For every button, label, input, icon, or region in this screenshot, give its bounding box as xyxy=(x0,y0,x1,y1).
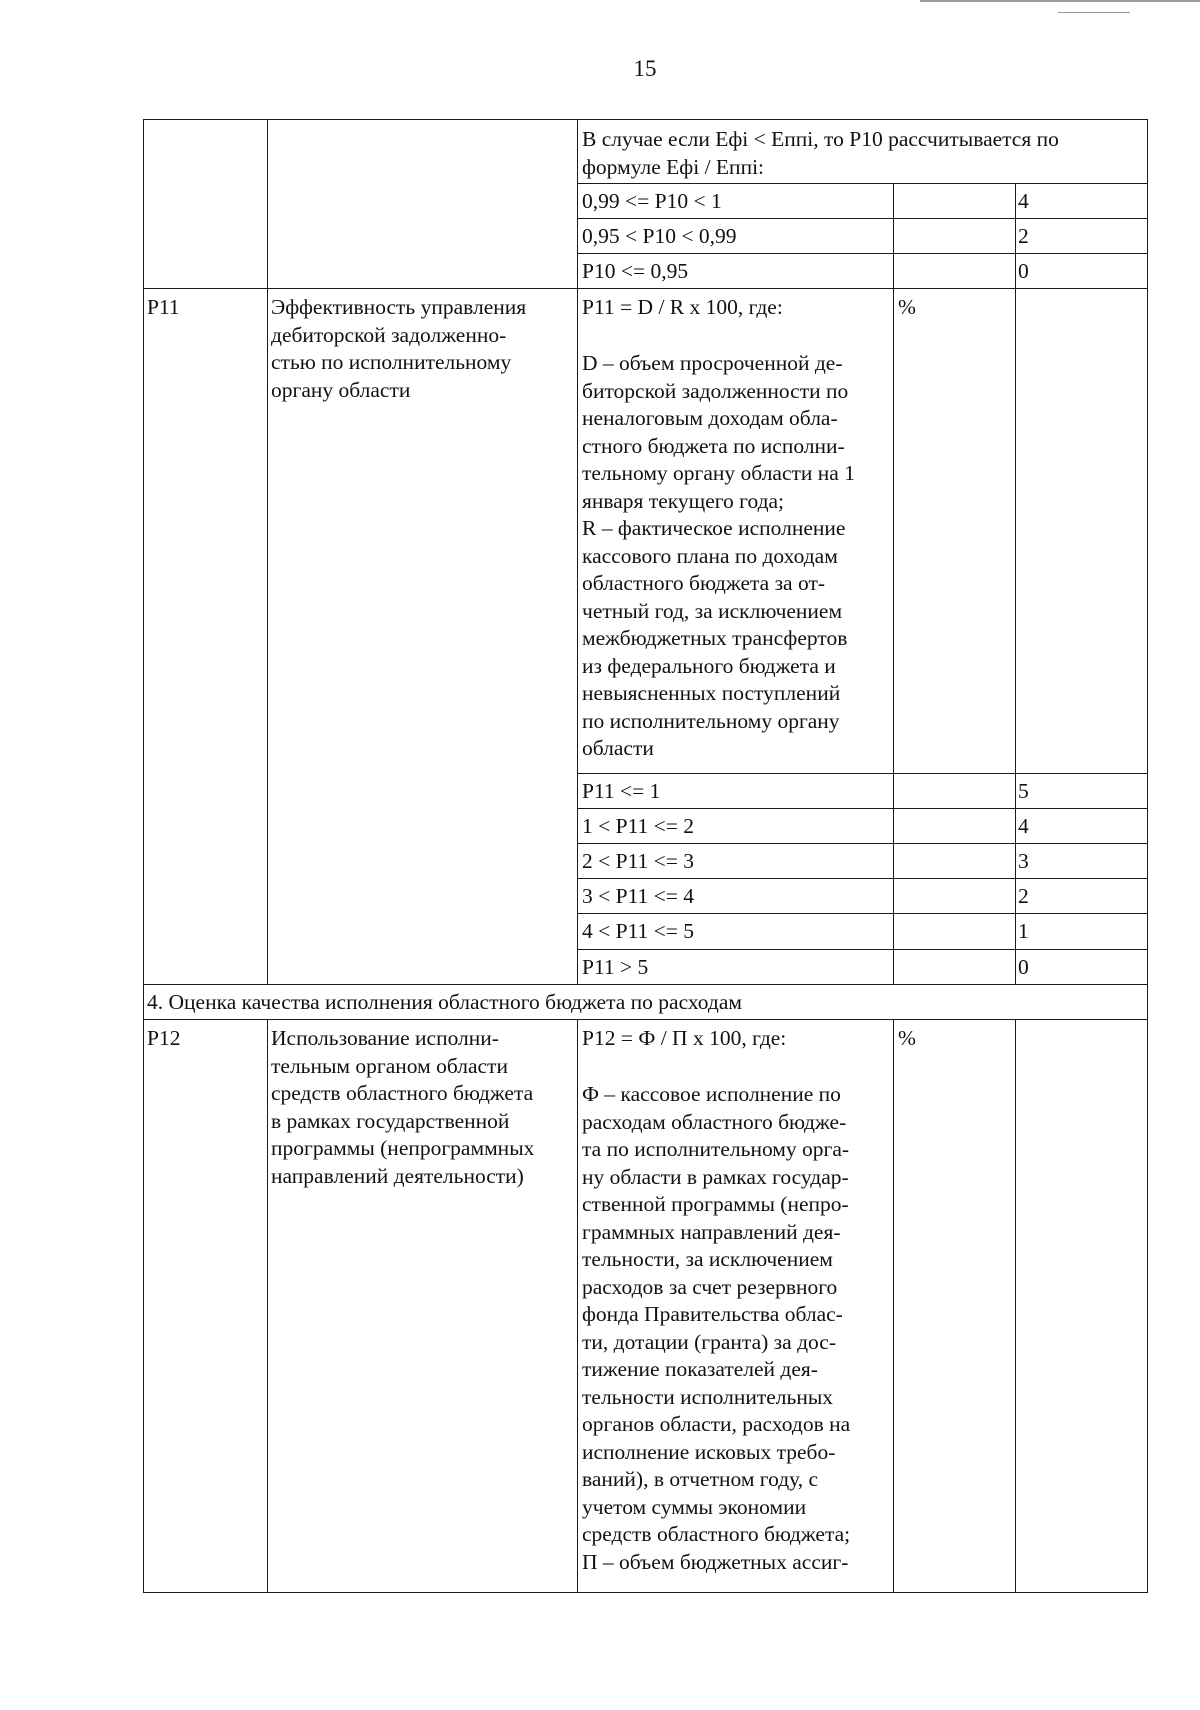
p11-code: Р11 xyxy=(147,295,180,319)
table-rule xyxy=(577,119,578,984)
table-rule xyxy=(267,1019,268,1592)
p11-name: Эффективность управления дебиторской задолженно- стью по исполнительному органу области xyxy=(271,295,527,402)
table-rule xyxy=(577,808,1148,809)
p11-condition: Р11 <= 1 xyxy=(582,779,661,803)
table-rule xyxy=(143,984,1148,985)
table-rule xyxy=(577,253,1148,254)
p12-description: Ф – кассовое исполнение по расходам областного бюдже- та по исполнительному орга- ну области в рамках государ- ственной программы (непро- граммных направлений дея- тельности, за исключением расходов за счет резервного фонда Правительства облас- ти, дотации (гранта) за дос- тижение показателей дея- тельности исполнительных органов области, расходов на исполнение исковых требо- ваний), в отчетном году, с учетом суммы экономии средств областного бюджета; П – объем бюджетных ассиг- xyxy=(582,1082,851,1574)
table-rule xyxy=(893,1019,894,1592)
p10-condition: 0,99 <= Р10 < 1 xyxy=(582,189,722,213)
p12-formula: Р12 = Ф / П x 100, где: xyxy=(582,1026,787,1050)
table-rule xyxy=(577,183,1148,184)
p10-score: 2 xyxy=(1018,224,1029,248)
section-4-title: 4. Оценка качества исполнения областного бюджета по расходам xyxy=(147,990,743,1014)
table-rule xyxy=(577,949,1148,950)
table-rule xyxy=(577,1019,578,1592)
p11-score: 2 xyxy=(1018,884,1029,908)
p10-condition: Р10 <= 0,95 xyxy=(582,259,689,283)
table-rule xyxy=(577,878,1148,879)
table-rule xyxy=(267,119,268,984)
scan-mark-top-right-dash xyxy=(1058,12,1130,13)
p11-condition: Р11 > 5 xyxy=(582,955,649,979)
p10-score: 4 xyxy=(1018,189,1029,213)
p11-formula: Р11 = D / R x 100, где: xyxy=(582,295,783,319)
p11-score: 3 xyxy=(1018,849,1029,873)
p11-score: 5 xyxy=(1018,779,1029,803)
p12-code: Р12 xyxy=(147,1026,181,1050)
p10-score: 0 xyxy=(1018,259,1029,283)
scan-mark-top-right xyxy=(920,0,1200,2)
p10-condition: 0,95 < Р10 < 0,99 xyxy=(582,224,737,248)
table-rule xyxy=(143,1019,1148,1020)
table-rule xyxy=(893,183,894,984)
page-number: 15 xyxy=(633,56,657,81)
p12-unit: % xyxy=(898,1026,916,1050)
p11-condition: 2 < Р11 <= 3 xyxy=(582,849,695,873)
p11-condition: 4 < Р11 <= 5 xyxy=(582,919,695,943)
p12-name: Использование исполни- тельным органом области средств областного бюджета в рамках государственной программы (непрограммных направлений деятельности) xyxy=(271,1026,535,1188)
table-rule xyxy=(577,218,1148,219)
p11-score: 0 xyxy=(1018,955,1029,979)
table-rule-top xyxy=(143,119,1148,120)
table-rule xyxy=(143,288,1148,289)
p11-condition: 1 < Р11 <= 2 xyxy=(582,814,695,838)
p11-condition: 3 < Р11 <= 4 xyxy=(582,884,695,908)
table-rule xyxy=(577,843,1148,844)
table-rule xyxy=(577,773,1148,774)
table-rule xyxy=(577,913,1148,914)
p11-score: 4 xyxy=(1018,814,1029,838)
p11-description: D – объем просроченной де- биторской задолженности по неналоговым доходам обла- стного бюджета по исполни- тельному органу области на 1 января текущего года; R – фактическое исполнение кассового плана по доходам областного бюджета за от- четный год, за исключением межбюджетных трансфертов из федерального бюджета и невыясненных поступлений по исполнительному органу области xyxy=(582,351,855,760)
table-rule xyxy=(1015,183,1016,984)
p11-unit: % xyxy=(898,295,916,319)
table-rule-bottom xyxy=(143,1592,1148,1593)
table-rule xyxy=(1015,1019,1016,1592)
table-rule-right xyxy=(1147,119,1148,1592)
p11-score: 1 xyxy=(1018,919,1029,943)
p10-note: В случае если Ефі < Еппі, то Р10 рассчитывается по формуле Ефі / Еппі: xyxy=(582,127,1059,179)
table-rule-left xyxy=(143,119,144,1592)
